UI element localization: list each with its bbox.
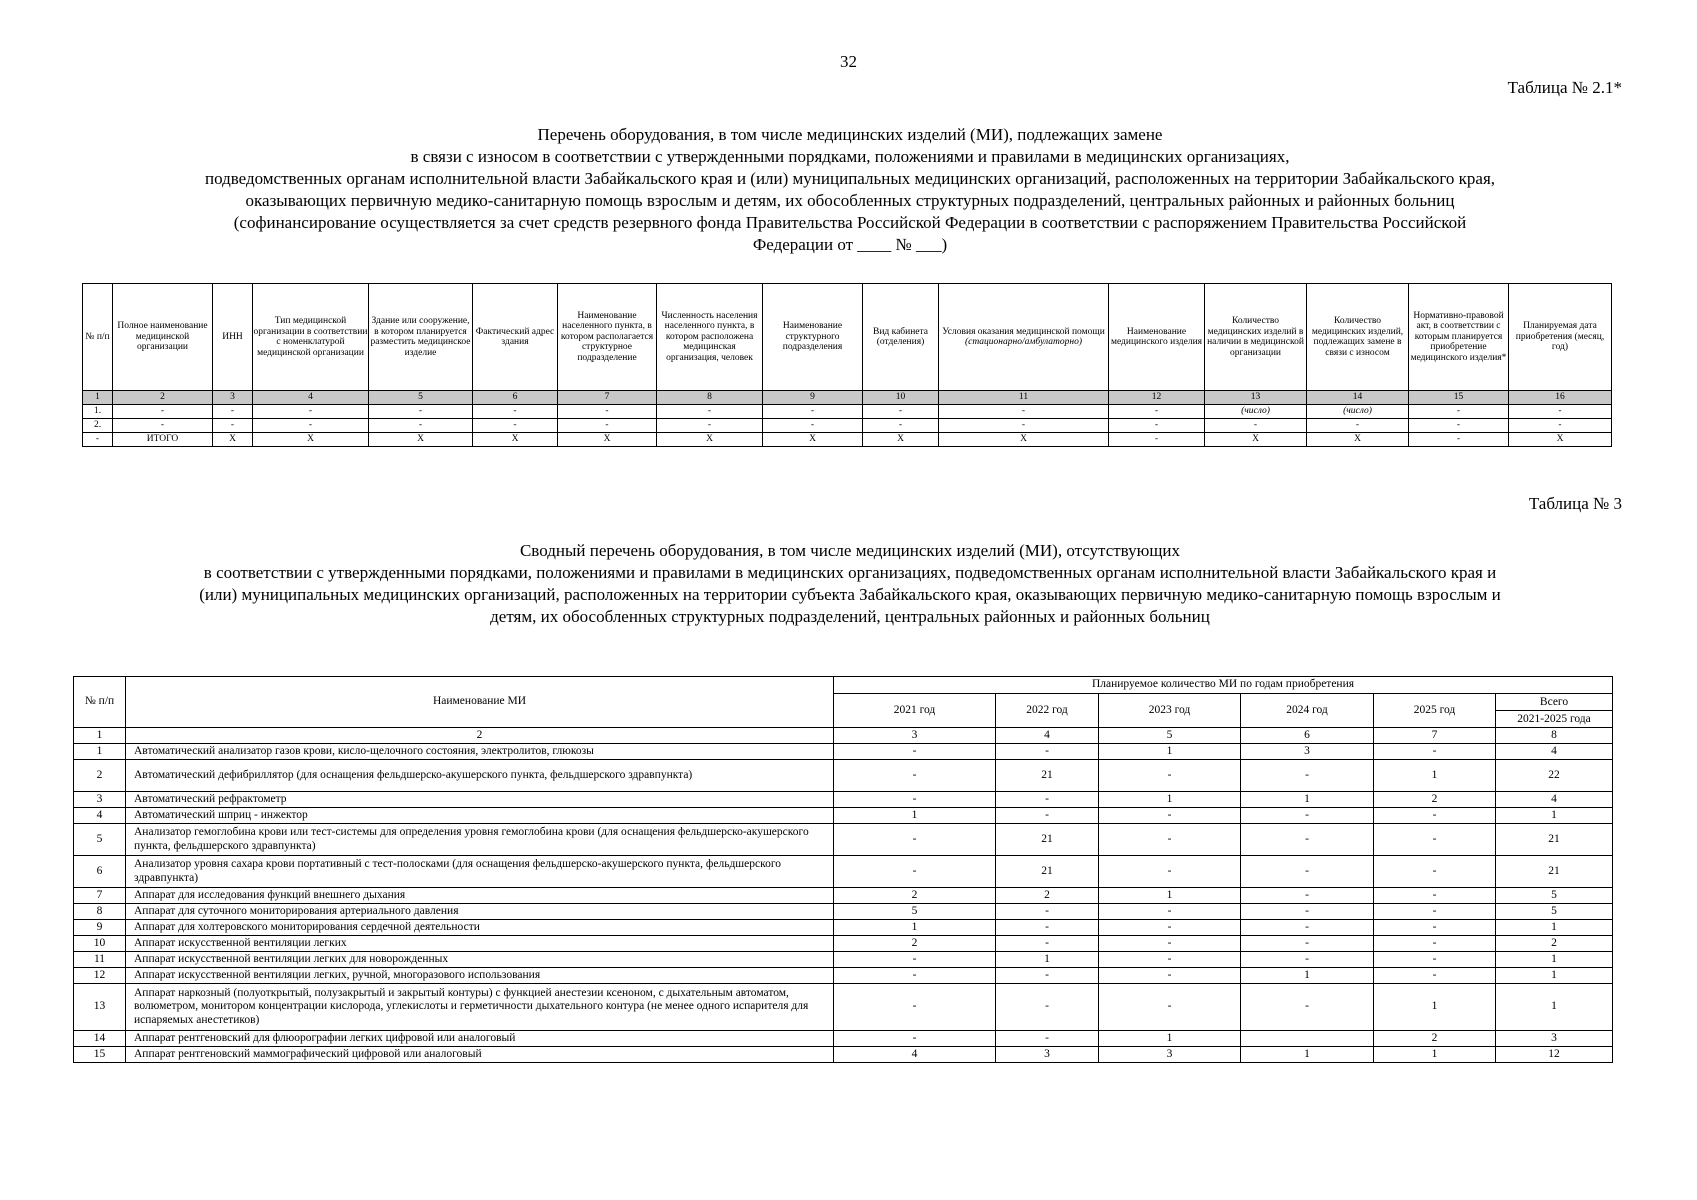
table-cell: -: [1241, 920, 1374, 936]
table-cell: -: [996, 744, 1099, 760]
table-cell: -: [1509, 405, 1612, 419]
table-total-row: [83, 433, 1612, 447]
table-cell: 2: [1374, 1031, 1496, 1047]
column-number: 6: [1241, 728, 1374, 744]
header-cell: Полное наименование медицинской организации: [113, 284, 213, 391]
table-cell: 1: [1496, 984, 1613, 1031]
table-cell: 15: [74, 1047, 126, 1063]
table-row: [74, 936, 1613, 952]
table-cell: 5: [74, 824, 126, 856]
table-cell: Х: [1307, 433, 1409, 447]
item-name-cell: Аппарат искусственной вентиляции легких, ручной, многоразового использования: [126, 968, 834, 984]
item-name-cell: Автоматический дефибриллятор (для оснащения фельдшерско-акушерского пункта, фельдшерского здравпункта): [126, 760, 834, 792]
table-cell: -: [834, 1031, 996, 1047]
table-cell: 2: [834, 936, 996, 952]
table-cell: 1: [1241, 968, 1374, 984]
table-row: [74, 744, 1613, 760]
total-header-bottom: 2021-2025 года: [1517, 713, 1591, 725]
item-name-cell: Анализатор уровня сахара крови портативный с тест-полосками (для оснащения фельдшерско-акушерского пункта, фельдшерского здравпункта): [126, 856, 834, 888]
table-cell: -: [1409, 405, 1509, 419]
column-number: 5: [1099, 728, 1241, 744]
table-cell: -: [1099, 936, 1241, 952]
table-cell: -: [473, 405, 558, 419]
item-name-cell: Аппарат искусственной вентиляции легких для новорожденных: [126, 952, 834, 968]
column-number: 16: [1509, 391, 1612, 405]
table-cell: ИТОГО: [113, 433, 213, 447]
header-cell: Наименование населенного пункта, в котором располагается структурное подразделение: [558, 284, 657, 391]
table-cell: -: [996, 904, 1099, 920]
item-name-cell: Анализатор гемоглобина крови или тест-системы для определения уровня гемоглобина крови (для оснащения фельдшерско-акушерского пункта, фельдшерского здравпункта): [126, 824, 834, 856]
table-cell: -: [996, 808, 1099, 824]
table-cell: 3: [1496, 1031, 1613, 1047]
column-number: 3: [834, 728, 996, 744]
table-cell: 1: [1099, 744, 1241, 760]
table-row: [74, 904, 1613, 920]
table-cell: -: [996, 984, 1099, 1031]
header-cell: Здание или сооружение, в котором планируется разместить медицинское изделие: [369, 284, 473, 391]
header-cell: № п/п: [74, 677, 126, 728]
table-cell: 3: [74, 792, 126, 808]
column-number: 8: [1496, 728, 1613, 744]
item-name-cell: Аппарат для суточного мониторирования артериального давления: [126, 904, 834, 920]
item-name-cell: Автоматический анализатор газов крови, кисло-щелочного состояния, электролитов, глюкозы: [126, 744, 834, 760]
table-cell: 1: [1496, 968, 1613, 984]
table-3-title: [60, 540, 1640, 628]
table-cell: 2: [74, 760, 126, 792]
table-cell: -: [657, 405, 763, 419]
column-number: 2: [113, 391, 213, 405]
table-cell: [1241, 1031, 1374, 1047]
table-cell: 14: [74, 1031, 126, 1047]
column-number: 15: [1409, 391, 1509, 405]
table-cell: -: [1241, 760, 1374, 792]
table-cell: -: [863, 405, 939, 419]
table-3-column-numbers: [74, 728, 1613, 744]
table-cell: -: [1241, 904, 1374, 920]
table-cell: -: [1374, 744, 1496, 760]
table-cell: -: [1241, 952, 1374, 968]
table-cell: -: [834, 984, 996, 1031]
table-2-1-title: [60, 124, 1640, 256]
header-cell: Нормативно-правовой акт, в соответствии с которым планируется приобретение медицинского изделия*: [1409, 284, 1509, 391]
table-cell: -: [1099, 824, 1241, 856]
table-cell: Х: [863, 433, 939, 447]
table-cell: -: [657, 419, 763, 433]
table-cell: Х: [558, 433, 657, 447]
table-cell: 1: [1099, 1031, 1241, 1047]
table-cell: 21: [996, 856, 1099, 888]
total-header: [1496, 694, 1613, 728]
table-cell: -: [1374, 888, 1496, 904]
title-line: в соответствии с утвержденными порядками, положениями и правилами в медицинских организациях, подведомственных органам исполнительной власти Забайкальского края и: [203, 563, 1497, 582]
table-cell: 2: [1496, 936, 1613, 952]
item-name-cell: Автоматический шприц - инжектор: [126, 808, 834, 824]
table-cell: -: [1241, 808, 1374, 824]
table-cell: Х: [1509, 433, 1612, 447]
header-cell: ИНН: [213, 284, 253, 391]
table-cell: 10: [74, 936, 126, 952]
item-name-cell: Аппарат рентгеновский для флюорографии легких цифровой или аналоговый: [126, 1031, 834, 1047]
table-cell: 11: [74, 952, 126, 968]
title-line: подведомственных органам исполнительной власти Забайкальского края и (или) муниципальных медицинских организаций, расположенных на территории Забайкальского края,: [204, 169, 1496, 188]
table-row: [74, 984, 1613, 1031]
table-cell: -: [1109, 405, 1205, 419]
table-cell: -: [939, 405, 1109, 419]
table-cell: 21: [1496, 824, 1613, 856]
table-cell: -: [939, 419, 1109, 433]
title-line: оказывающих первичную медико-санитарную помощь взрослым и детям, их обособленных структурных подразделений, центральных районных и районных больниц: [245, 191, 1455, 210]
table-cell: -: [113, 419, 213, 433]
page-number: 32: [840, 52, 857, 71]
table-cell: Х: [369, 433, 473, 447]
table-cell: -: [834, 952, 996, 968]
table-cell: -: [1374, 808, 1496, 824]
table-2-1-column-numbers: [83, 391, 1612, 405]
table-cell: -: [558, 419, 657, 433]
table-cell: 5: [1496, 904, 1613, 920]
header-cell: Тип медицинской организации в соответствии с номенклатурой медицинской организации: [253, 284, 369, 391]
table-row: [74, 888, 1613, 904]
table-cell: 2: [1374, 792, 1496, 808]
table-cell: -: [83, 433, 113, 447]
table-cell: -: [834, 760, 996, 792]
table-cell: -: [213, 405, 253, 419]
table-cell: Х: [1205, 433, 1307, 447]
table-cell: 22: [1496, 760, 1613, 792]
table-cell: 1: [1374, 1047, 1496, 1063]
table-cell: 4: [1496, 744, 1613, 760]
header-cell: Количество медицинских изделий в наличии в медицинской организации: [1205, 284, 1307, 391]
table-cell: Х: [939, 433, 1109, 447]
column-number: 12: [1109, 391, 1205, 405]
table-cell: 4: [1496, 792, 1613, 808]
column-number: 1: [83, 391, 113, 405]
title-line: (софинансирование осуществляется за счет средств резервного фонда Правительства Российской Федерации в соответствии с распоряжением Правительства Российской: [233, 213, 1467, 232]
table-cell: (число): [1205, 405, 1307, 419]
table-cell: 1: [1241, 1047, 1374, 1063]
table-row: [74, 920, 1613, 936]
table-cell: 1: [1374, 984, 1496, 1031]
table-row: [83, 405, 1612, 419]
table-cell: -: [1374, 856, 1496, 888]
table-cell: -: [996, 792, 1099, 808]
item-name-cell: Аппарат наркозный (полуоткрытый, полузакрытый и закрытый контуры) с функцией анестезии ксеноном, с дыхательным автоматом, волюметром, монитором концентрации кислорода, углекислоты и герметичности дыхательного контура (не менее одного испарителя для испаряемых анестетиков): [126, 984, 834, 1031]
column-number: 5: [369, 391, 473, 405]
title-line: детям, их обособленных структурных подразделений, центральных районных и районных больниц: [490, 607, 1210, 626]
table-cell: -: [1241, 824, 1374, 856]
table-cell: -: [996, 968, 1099, 984]
table-cell: -: [369, 405, 473, 419]
table-row: [74, 1047, 1613, 1063]
table-cell: 6: [74, 856, 126, 888]
table-cell: -: [1374, 904, 1496, 920]
column-number: 6: [473, 391, 558, 405]
table-cell: -: [1099, 920, 1241, 936]
table-cell: 7: [74, 888, 126, 904]
year-header: 2025 год: [1374, 694, 1496, 728]
table-cell: -: [1109, 433, 1205, 447]
table-cell: -: [834, 792, 996, 808]
table-2-1-label: Таблица № 2.1*: [1507, 78, 1622, 97]
table-cell: -: [1307, 419, 1409, 433]
table-row: [74, 760, 1613, 792]
table-cell: 1: [1496, 920, 1613, 936]
header-cell: Фактический адрес здания: [473, 284, 558, 391]
column-number: 10: [863, 391, 939, 405]
year-header: 2023 год: [1099, 694, 1241, 728]
header-cell: Наименование МИ: [126, 677, 834, 728]
table-cell: -: [113, 405, 213, 419]
header-cell: № п/п: [83, 284, 113, 391]
title-line: Федерации от ____ № ___): [752, 235, 948, 254]
column-number: 2: [126, 728, 834, 744]
table-cell: -: [1374, 920, 1496, 936]
table-cell: 9: [74, 920, 126, 936]
table-cell: -: [473, 419, 558, 433]
table-3-label: Таблица № 3: [1528, 494, 1622, 513]
title-line: Перечень оборудования, в том числе медицинских изделий (МИ), подлежащих замене: [537, 125, 1163, 144]
item-name-cell: Автоматический рефрактометр: [126, 792, 834, 808]
table-cell: Х: [213, 433, 253, 447]
table-row: [83, 419, 1612, 433]
table-cell: -: [1409, 433, 1509, 447]
column-number: 3: [213, 391, 253, 405]
table-row: [74, 824, 1613, 856]
table-cell: 3: [1241, 744, 1374, 760]
table-cell: 1: [1374, 760, 1496, 792]
table-cell: -: [1099, 856, 1241, 888]
table-cell: -: [996, 1031, 1099, 1047]
table-cell: 1: [1099, 888, 1241, 904]
table-cell: Х: [473, 433, 558, 447]
column-number: 14: [1307, 391, 1409, 405]
table-2-1: [82, 283, 1612, 447]
column-number: 4: [253, 391, 369, 405]
table-cell: 2.: [83, 419, 113, 433]
table-row: [74, 1031, 1613, 1047]
table-cell: Х: [763, 433, 863, 447]
table-row: [74, 952, 1613, 968]
table-cell: -: [558, 405, 657, 419]
table-row: [74, 792, 1613, 808]
table-cell: -: [1205, 419, 1307, 433]
table-cell: 3: [996, 1047, 1099, 1063]
table-cell: -: [1374, 936, 1496, 952]
table-row: [74, 968, 1613, 984]
table-cell: -: [1374, 824, 1496, 856]
column-number: 11: [939, 391, 1109, 405]
table-2-1-header-row: [83, 284, 1612, 391]
table-row: [74, 856, 1613, 888]
header-cell: Количество медицинских изделий, подлежащих замене в связи с износом: [1307, 284, 1409, 391]
table-cell: 4: [74, 808, 126, 824]
table-cell: 1: [1241, 792, 1374, 808]
table-cell: -: [834, 856, 996, 888]
table-cell: -: [834, 744, 996, 760]
header-text: Условия оказания медицинской помощи: [942, 326, 1105, 337]
header-cell: Наименование структурного подразделения: [763, 284, 863, 391]
table-cell: -: [1241, 888, 1374, 904]
table-cell: -: [1099, 968, 1241, 984]
table-cell: -: [369, 419, 473, 433]
header-note: (стационарно/амбулаторно): [964, 337, 1083, 347]
table-cell: -: [834, 968, 996, 984]
header-group-cell: Планируемое количество МИ по годам приобретения: [834, 677, 1613, 694]
table-cell: -: [834, 824, 996, 856]
column-number: 1: [74, 728, 126, 744]
table-row: [74, 808, 1613, 824]
table-3: [73, 676, 1613, 1063]
column-number: 7: [558, 391, 657, 405]
table-cell: 8: [74, 904, 126, 920]
table-cell: 12: [74, 968, 126, 984]
table-cell: -: [213, 419, 253, 433]
table-cell: 1: [1496, 808, 1613, 824]
table-cell: 13: [74, 984, 126, 1031]
item-name-cell: Аппарат для исследования функций внешнего дыхания: [126, 888, 834, 904]
table-cell: 1: [74, 744, 126, 760]
table-cell: 5: [834, 904, 996, 920]
table-cell: -: [763, 419, 863, 433]
table-cell: -: [1509, 419, 1612, 433]
table-cell: 3: [1099, 1047, 1241, 1063]
table-cell: -: [1374, 952, 1496, 968]
table-cell: -: [1099, 952, 1241, 968]
table-cell: 2: [834, 888, 996, 904]
header-cell: Наименование медицинского изделия: [1109, 284, 1205, 391]
header-cell: [939, 284, 1109, 391]
table-cell: -: [1241, 856, 1374, 888]
table-cell: 1: [834, 920, 996, 936]
item-name-cell: Аппарат искусственной вентиляции легких: [126, 936, 834, 952]
item-name-cell: Аппарат рентгеновский маммографический цифровой или аналоговый: [126, 1047, 834, 1063]
table-cell: -: [1241, 936, 1374, 952]
table-cell: -: [1099, 984, 1241, 1031]
title-line: Сводный перечень оборудования, в том числе медицинских изделий (МИ), отсутствующих: [519, 541, 1181, 560]
table-cell: 4: [834, 1047, 996, 1063]
table-cell: Х: [253, 433, 369, 447]
header-cell: Планируемая дата приобретения (месяц, год): [1509, 284, 1612, 391]
table-cell: 21: [996, 760, 1099, 792]
table-cell: 12: [1496, 1047, 1613, 1063]
table-cell: 21: [1496, 856, 1613, 888]
table-3-header-row: [74, 677, 1613, 694]
table-cell: -: [863, 419, 939, 433]
item-name-cell: Аппарат для холтеровского мониторирования сердечной деятельности: [126, 920, 834, 936]
header-cell: Численность населения населенного пункта, в котором расположена медицинская организация, человек: [657, 284, 763, 391]
table-cell: Х: [657, 433, 763, 447]
table-cell: -: [1099, 808, 1241, 824]
table-cell: -: [1374, 968, 1496, 984]
year-header: 2022 год: [996, 694, 1099, 728]
table-cell: 1: [1099, 792, 1241, 808]
table-cell: -: [1409, 419, 1509, 433]
column-number: 7: [1374, 728, 1496, 744]
header-cell: Вид кабинета (отделения): [863, 284, 939, 391]
column-number: 13: [1205, 391, 1307, 405]
table-cell: 1: [996, 952, 1099, 968]
column-number: 9: [763, 391, 863, 405]
table-cell: 5: [1496, 888, 1613, 904]
table-cell: (число): [1307, 405, 1409, 419]
table-cell: 21: [996, 824, 1099, 856]
table-cell: -: [996, 920, 1099, 936]
table-cell: 1.: [83, 405, 113, 419]
total-header-top: Всего: [1496, 694, 1612, 711]
table-cell: -: [1099, 760, 1241, 792]
year-header: 2021 год: [834, 694, 996, 728]
table-cell: -: [763, 405, 863, 419]
table-cell: 2: [996, 888, 1099, 904]
table-cell: -: [253, 419, 369, 433]
table-cell: 1: [834, 808, 996, 824]
table-cell: -: [1241, 984, 1374, 1031]
title-line: (или) муниципальных медицинских организаций, расположенных на территории субъекта Забайкальского края, оказывающих первичную медико-санитарную помощь взрослым и: [199, 585, 1501, 604]
title-line: в связи с износом в соответствии с утвержденными порядками, положениями и правилами в медицинских организациях,: [410, 147, 1290, 166]
table-cell: -: [253, 405, 369, 419]
table-cell: -: [1109, 419, 1205, 433]
column-number: 4: [996, 728, 1099, 744]
table-3-body: [74, 744, 1613, 1063]
year-header: 2024 год: [1241, 694, 1374, 728]
column-number: 8: [657, 391, 763, 405]
table-cell: -: [996, 936, 1099, 952]
table-cell: 1: [1496, 952, 1613, 968]
table-cell: -: [1099, 904, 1241, 920]
